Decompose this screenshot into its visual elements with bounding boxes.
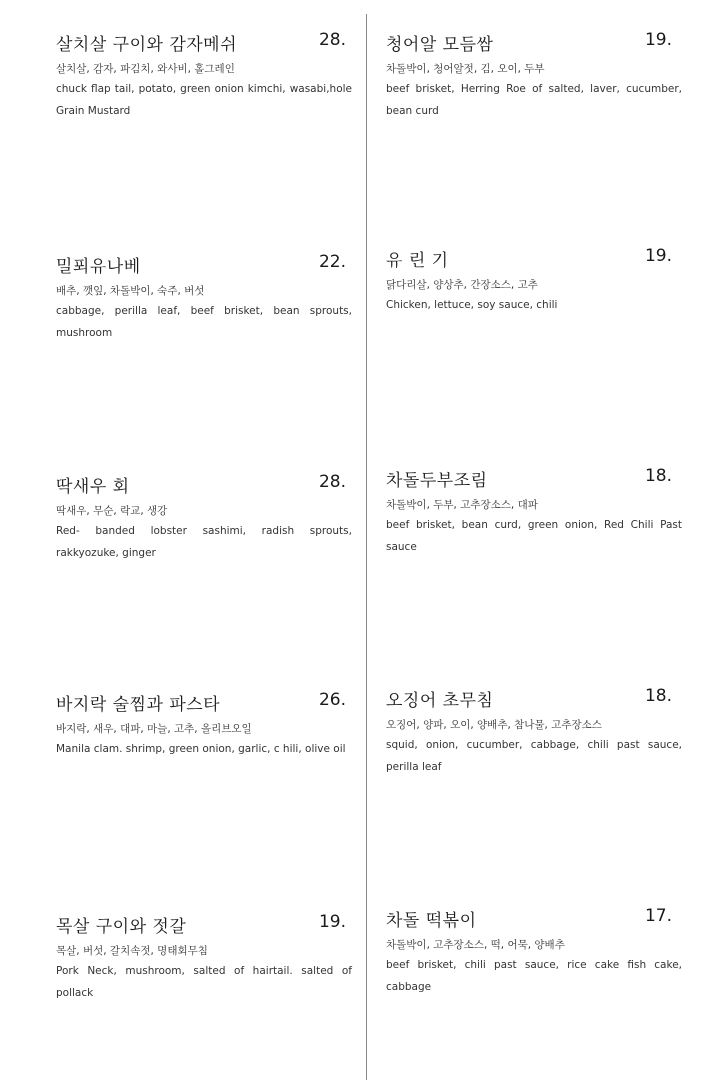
item-ingredients-en: beef brisket, bean curd, green onion, Red Chili Past sauce xyxy=(386,519,682,553)
item-ingredients-en: Manila clam. shrimp, green onion, garlic, c hili, olive oil xyxy=(56,743,346,755)
item-price: 28. xyxy=(318,472,346,492)
item-ingredients-en: Chicken, lettuce, soy sauce, chili xyxy=(386,299,558,311)
item-ingredients-en: cabbage, perilla leaf, beef brisket, bean sprouts, mushroom xyxy=(56,305,352,339)
item-ingredients-ko: 차돌박이, 고추장소스, 떡, 어묵, 양배추 xyxy=(386,939,565,951)
item-name: 바지락 술찜과 파스타 xyxy=(56,695,221,715)
menu-item xyxy=(386,466,682,558)
menu-item xyxy=(56,472,352,564)
menu-item xyxy=(386,30,682,122)
menu-item xyxy=(386,906,682,998)
item-ingredients-en: beef brisket, Herring Roe of salted, laver, cucumber, bean curd xyxy=(386,83,682,117)
item-ingredients-ko: 차돌박이, 청어알젓, 김, 오이, 두부 xyxy=(386,63,545,75)
item-price: 19. xyxy=(644,30,672,50)
item-price: 19. xyxy=(644,246,672,266)
item-ingredients-ko: 차돌박이, 두부, 고추장소스, 대파 xyxy=(386,499,538,511)
item-ingredients-en: Red- banded lobster sashimi, radish sprouts, rakkyozuke, ginger xyxy=(56,525,352,559)
item-ingredients-ko: 바지락, 새우, 대파, 마늘, 고추, 올리브오일 xyxy=(56,723,252,735)
item-name: 목살 구이와 젓갈 xyxy=(56,917,187,937)
menu-item xyxy=(56,912,352,1004)
menu-item xyxy=(56,252,352,344)
item-ingredients-ko: 딱새우, 무순, 락교, 생강 xyxy=(56,505,168,517)
item-price: 19. xyxy=(318,912,346,932)
item-ingredients-ko: 오징어, 양파, 오이, 양배추, 참나물, 고추장소스 xyxy=(386,719,602,731)
item-name: 차돌 떡볶이 xyxy=(386,911,477,931)
item-ingredients-en: Pork Neck, mushroom, salted of hairtail. salted of pollack xyxy=(56,965,352,999)
item-price: 18. xyxy=(644,466,672,486)
item-price: 18. xyxy=(644,686,672,706)
item-price: 22. xyxy=(318,252,346,272)
item-name: 차돌두부조림 xyxy=(386,471,488,491)
item-name: 살치살 구이와 감자메쉬 xyxy=(56,35,238,55)
column-divider xyxy=(366,14,367,1080)
menu-item xyxy=(386,246,682,316)
item-name: 밀푀유나베 xyxy=(56,257,141,277)
item-name: 청어알 모듬쌈 xyxy=(386,35,494,55)
item-ingredients-en: chuck flap tail, potato, green onion kimchi, wasabi,hole Grain Mustard xyxy=(56,83,352,117)
menu-item xyxy=(386,686,682,778)
item-name: 유 린 기 xyxy=(386,251,449,271)
item-name: 오징어 초무침 xyxy=(386,691,494,711)
item-ingredients-ko: 닭다리살, 양상추, 간장소스, 고추 xyxy=(386,279,538,291)
item-ingredients-en: squid, onion, cucumber, cabbage, chili past sauce, perilla leaf xyxy=(386,739,682,773)
menu-item xyxy=(56,30,352,122)
item-price: 26. xyxy=(318,690,346,710)
item-ingredients-en: beef brisket, chili past sauce, rice cake fish cake, cabbage xyxy=(386,959,682,993)
item-price: 28. xyxy=(318,30,346,50)
menu-item xyxy=(56,690,352,760)
item-name: 딱새우 회 xyxy=(56,477,130,497)
item-price: 17. xyxy=(644,906,672,926)
item-ingredients-ko: 살치살, 감자, 파김치, 와사비, 홀그레인 xyxy=(56,63,235,75)
item-ingredients-ko: 배추, 깻잎, 차돌박이, 숙주, 버섯 xyxy=(56,285,205,297)
item-ingredients-ko: 목살, 버섯, 갈치속젓, 명태회무침 xyxy=(56,945,208,957)
